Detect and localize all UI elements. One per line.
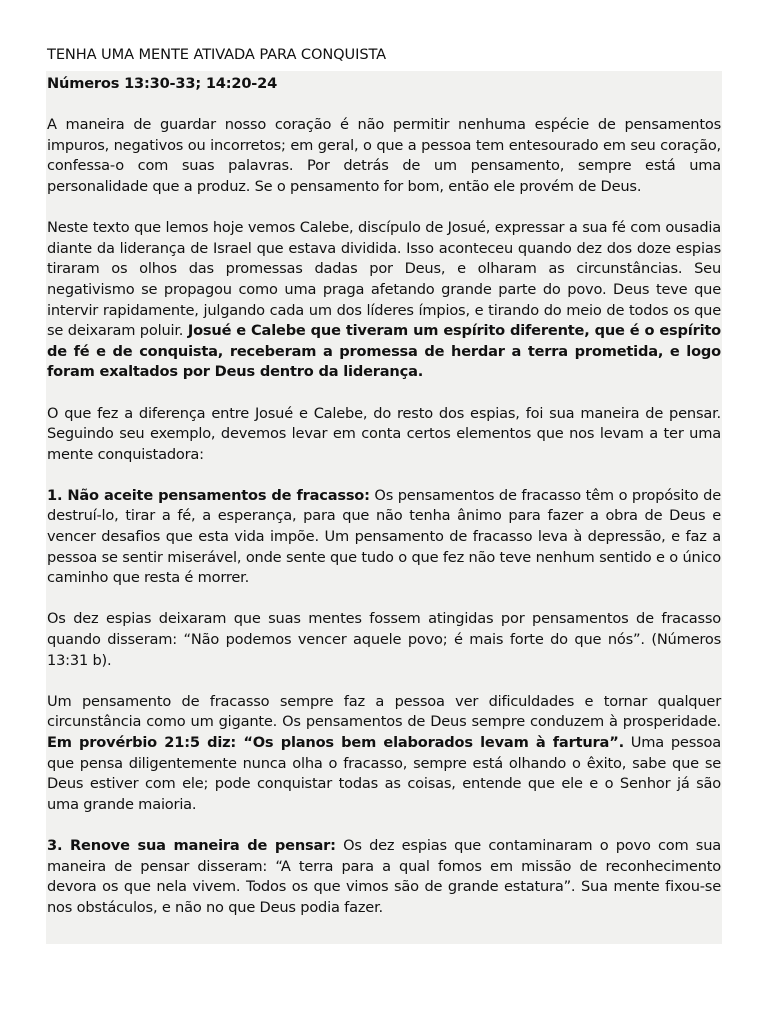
paragraph-7-text: Os dez espias que contaminaram o povo com sua maneira de pensar disseram: “A terra para a qual fomos em missão de reconhecimento devora os que nela vivem. Todos os que vimos são de grande estatura”. Sua mente fixou-se nos obstáculos, e não no que Deus podia fazer. bbox=[47, 836, 721, 916]
paragraph-6-bold: Em provérbio 21:5 diz: “Os planos bem elaborados levam à fartura”. bbox=[47, 734, 624, 751]
document-body bbox=[47, 74, 721, 939]
paragraph-2-bold: Josué e Calebe que tiveram um espírito diferente, que é o espírito de fé e de conquista, receberam a promessa de herdar a terra prometida, e logo foram exaltados por Deus dentro da liderança. bbox=[47, 322, 721, 381]
paragraph-6 bbox=[47, 692, 721, 816]
paragraph-4 bbox=[47, 486, 721, 589]
scripture-reference: Números 13:30-33; 14:20-24 bbox=[47, 75, 278, 92]
paragraph-2-text: Neste texto que lemos hoje vemos Calebe, discípulo de Josué, expressar a sua fé com ousadia diante da liderança de Israel que estava dividida. Isso aconteceu quando dez dos doze espias tiraram os olhos das promessas dadas por Deus, e olharam as circunstâncias. Seu negativismo se propagou como uma praga afetando grande parte do povo. Deus teve que intervir rapidamente, julgando cada um dos líderes ímpios, e tirando do meio de todos os que se deixaram poluir. bbox=[47, 219, 721, 340]
paragraph-6-text-b: Uma pessoa que pensa diligentemente nunca olha o fracasso, sempre está olhando o êxito, sabe que se Deus estiver com ele; pode conquistar todas as coisas, entende que ele e o Senhor já são uma grande maioria. bbox=[47, 734, 721, 813]
point-1-heading: 1. Não aceite pensamentos de fracasso: bbox=[47, 486, 370, 504]
paragraph-3: O que fez a diferença entre Josué e Calebe, do resto dos espias, foi sua maneira de pensar. Seguindo seu exemplo, devemos levar em conta certos elementos que nos levam a ter uma mente conquistadora: bbox=[47, 404, 721, 463]
paragraph-6-text-a: Um pensamento de fracasso sempre faz a pessoa ver dificuldades e tornar qualquer circunstância como um gigante. Os pensamentos de Deus sempre conduzem à prosperidade. bbox=[47, 692, 721, 731]
paragraph-1: A maneira de guardar nosso coração é não permitir nenhuma espécie de pensamentos impuros, negativos ou incorretos; em geral, o que a pessoa tem entesourado em seu coração, confessa-o com suas palavras. Por detrás de um pensamento, sempre está uma personalidade que a produz. Se o pensamento for bom, então ele provém de Deus. bbox=[47, 116, 721, 195]
paragraph-2 bbox=[47, 218, 721, 383]
paragraph-4-text: Os pensamentos de fracasso têm o propósito de destruí-lo, tirar a fé, a esperança, para que não tenha ânimo para fazer a obra de Deus e vencer desafios que esta vida impõe. Um pensamento de fracasso leva à depressão, e faz a pessoa se sentir miserável, onde sente que tudo o que fez não teve nenhum sentido e o único caminho que resta é morrer. bbox=[47, 486, 721, 587]
document-title: TENHA UMA MENTE ATIVADA PARA CONQUISTA bbox=[47, 46, 387, 63]
point-3-heading: 3. Renove sua maneira de pensar: bbox=[47, 836, 336, 854]
paragraph-7 bbox=[47, 836, 721, 918]
paragraph-5: Os dez espias deixaram que suas mentes fossem atingidas por pensamentos de fracasso quando disseram: “Não podemos vencer aquele povo; é mais forte do que nós”. (Números 13:31 b). bbox=[47, 610, 721, 669]
